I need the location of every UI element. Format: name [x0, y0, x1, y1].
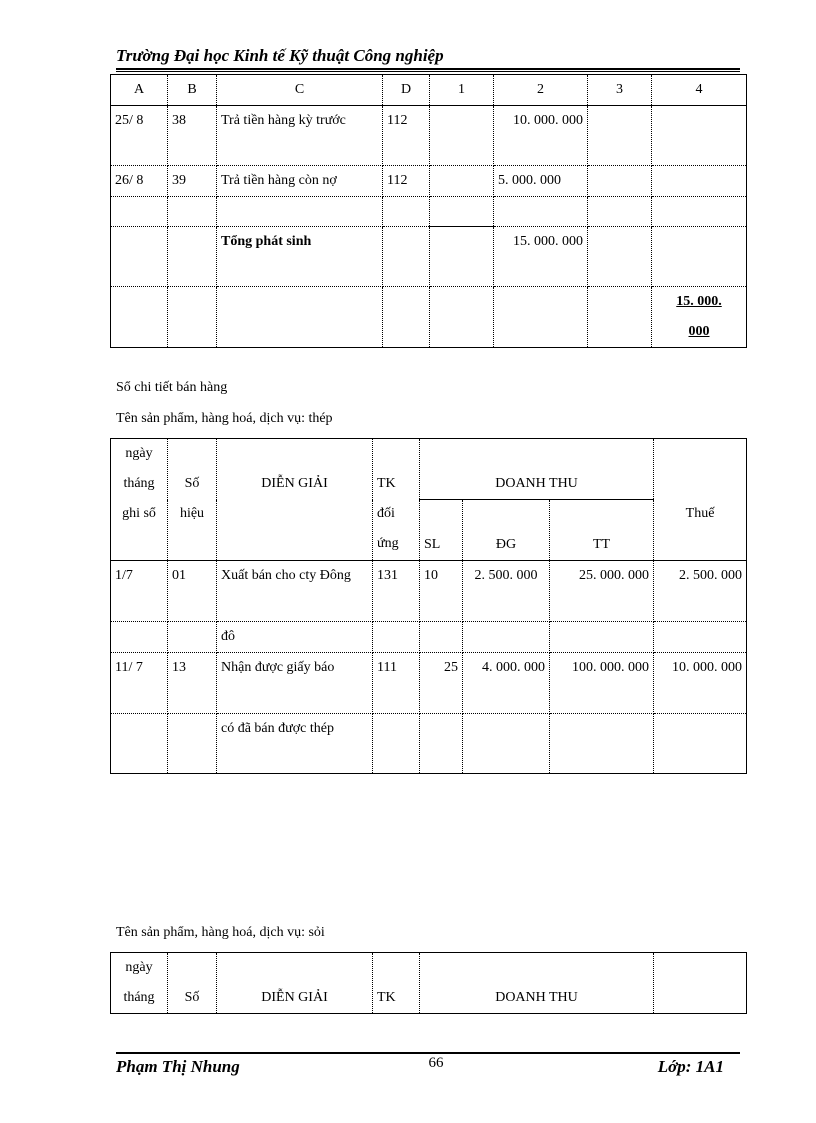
cell-empty [383, 287, 430, 348]
col-header-price: ĐG [463, 500, 550, 561]
cell-description: có đã bán được thép [217, 714, 373, 774]
total-debit-value: 15. 000. 000 [494, 227, 588, 287]
cell-description: Trả tiền hàng còn nợ [217, 166, 383, 197]
header-rule-thin [116, 71, 740, 72]
cell-total: 100. 000. 000 [550, 653, 654, 714]
closing-balance-value: 15. 000. 000 [652, 287, 747, 348]
footer-author: Phạm Thị Nhung [116, 1057, 240, 1076]
col-header-total: TT [550, 500, 654, 561]
cell-empty [168, 622, 217, 653]
cell-number: 38 [168, 106, 217, 166]
cell-empty [654, 622, 747, 653]
cell-empty [217, 287, 383, 348]
page-header-title: Trường Đại học Kinh tế Kỹ thuật Công nghiệp [116, 46, 444, 65]
cell-empty [373, 622, 420, 653]
cell-description: Trả tiền hàng kỳ trước [217, 106, 383, 166]
cell-empty [168, 197, 217, 227]
col-header-empty [654, 953, 747, 1014]
col-header-description: DIỄN GIẢI [217, 953, 373, 1014]
table-row [111, 561, 747, 622]
cell-empty [111, 227, 168, 287]
cell-account: 112 [383, 166, 430, 197]
table-row [111, 714, 747, 774]
table-row [111, 197, 747, 227]
cell-date: 25/ 8 [111, 106, 168, 166]
cell-col1 [430, 106, 494, 166]
cell-date: 26/ 8 [111, 166, 168, 197]
total-row [111, 227, 747, 287]
col-header-tax: Thuế [654, 439, 747, 561]
cell-description: đô [217, 622, 373, 653]
footer-rule [116, 1052, 740, 1054]
cell-empty [494, 197, 588, 227]
cell-empty [373, 714, 420, 774]
cell-empty [420, 714, 463, 774]
col-header-number: Số hiệu [168, 439, 217, 561]
cell-number: 13 [168, 653, 217, 714]
col-header-revenue: DOANH THU [420, 439, 654, 500]
cell-empty [463, 714, 550, 774]
col-header-a: A [111, 75, 168, 106]
cell-number: 01 [168, 561, 217, 622]
cell-qty: 10 [420, 561, 463, 622]
cell-col2: 10. 000. 000 [494, 106, 588, 166]
cell-tax: 10. 000. 000 [654, 653, 747, 714]
cell-empty [652, 197, 747, 227]
balance-row [111, 287, 747, 348]
cell-empty [217, 197, 383, 227]
col-header-b: B [168, 75, 217, 106]
cell-empty [550, 714, 654, 774]
cell-account: 111 [373, 653, 420, 714]
col-header-account: TK đối ứng [373, 439, 420, 561]
col-header-date: ngày tháng ghi sổ [111, 439, 168, 561]
cell-empty [588, 287, 652, 348]
cell-account: 131 [373, 561, 420, 622]
sales-ledger-gravel-table [110, 952, 747, 1014]
cell-description: Xuất bán cho cty Đông [217, 561, 373, 622]
table-row [111, 106, 747, 166]
cell-price: 4. 000. 000 [463, 653, 550, 714]
cell-empty [111, 714, 168, 774]
cell-empty [494, 287, 588, 348]
page-number: 66 [428, 1055, 444, 1071]
cell-empty [168, 714, 217, 774]
cell-qty: 25 [420, 653, 463, 714]
cell-col2: 5. 000. 000 [494, 166, 588, 197]
cell-empty [588, 227, 652, 287]
cell-empty [383, 197, 430, 227]
col-header-account: TK [373, 953, 420, 1014]
table-header-row [111, 439, 747, 500]
cell-date: 11/ 7 [111, 653, 168, 714]
footer-class-label: Lớp: 1A1 [657, 1057, 724, 1076]
cell-empty [588, 197, 652, 227]
col-header-c: C [217, 75, 383, 106]
cell-empty [111, 287, 168, 348]
table-row [111, 622, 747, 653]
col-header-2: 2 [494, 75, 588, 106]
table-row [111, 653, 747, 714]
table-row [111, 166, 747, 197]
cell-col3 [588, 166, 652, 197]
col-header-description: DIỄN GIẢI [217, 439, 373, 561]
cell-empty [420, 622, 463, 653]
cell-date: 1/7 [111, 561, 168, 622]
cell-total: 25. 000. 000 [550, 561, 654, 622]
cell-empty [111, 622, 168, 653]
cell-number: 39 [168, 166, 217, 197]
col-header-revenue: DOANH THU [420, 953, 654, 1014]
cell-empty [654, 714, 747, 774]
cell-empty [430, 197, 494, 227]
cell-description: Nhận được giấy báo [217, 653, 373, 714]
cell-empty [168, 227, 217, 287]
header-rule [116, 68, 740, 70]
product-label-gravel: Tên sản phẩm, hàng hoá, dịch vụ: sỏi [116, 925, 325, 940]
cell-empty [168, 287, 217, 348]
cell-empty [111, 197, 168, 227]
col-header-number: Số [168, 953, 217, 1014]
cell-col1 [430, 166, 494, 197]
purchase-ledger-table [110, 74, 747, 348]
col-header-date: ngày tháng [111, 953, 168, 1014]
cell-tax: 2. 500. 000 [654, 561, 747, 622]
col-header-1: 1 [430, 75, 494, 106]
cell-empty [430, 287, 494, 348]
cell-col4 [652, 166, 747, 197]
col-header-qty: SL [420, 500, 463, 561]
total-label: Tổng phát sinh [217, 227, 383, 287]
table-header-row [111, 75, 747, 106]
ledger-title: Sổ chi tiết bán hàng [116, 380, 228, 395]
cell-empty [383, 227, 430, 287]
cell-account: 112 [383, 106, 430, 166]
cell-empty [463, 622, 550, 653]
cell-col3 [588, 106, 652, 166]
cell-empty [550, 622, 654, 653]
cell-empty [430, 227, 494, 287]
product-label-steel: Tên sản phẩm, hàng hoá, dịch vụ: thép [116, 411, 333, 426]
cell-col4 [652, 106, 747, 166]
cell-price: 2. 500. 000 [463, 561, 550, 622]
table-header-row [111, 953, 747, 1014]
col-header-4: 4 [652, 75, 747, 106]
cell-empty [652, 227, 747, 287]
col-header-d: D [383, 75, 430, 106]
sales-ledger-steel-table [110, 438, 747, 774]
col-header-3: 3 [588, 75, 652, 106]
